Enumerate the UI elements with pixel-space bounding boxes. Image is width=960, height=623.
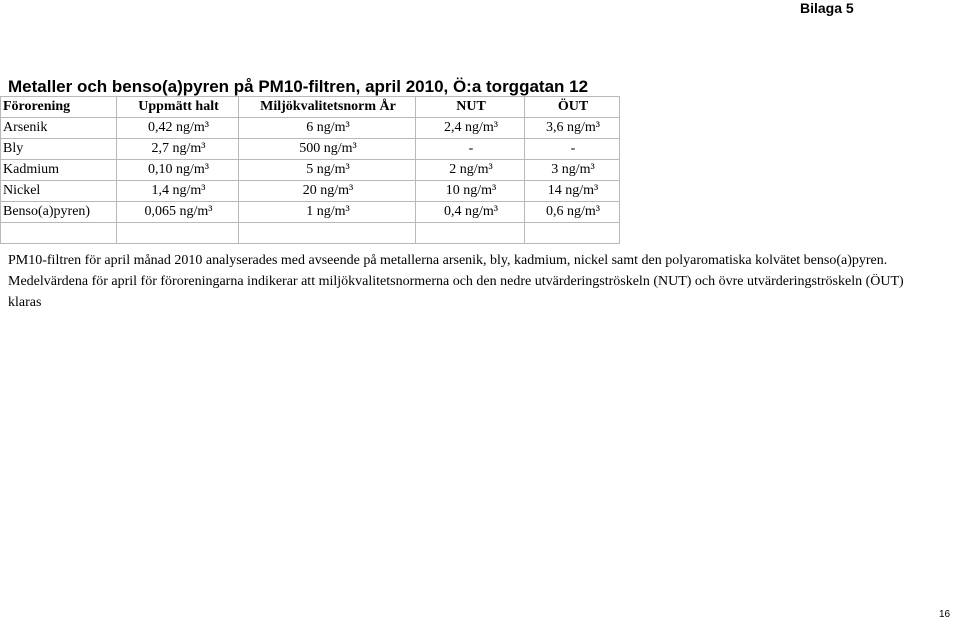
table-cell: 2,7 ng/m³ (117, 139, 239, 160)
table-cell: 2,4 ng/m³ (416, 118, 525, 139)
table-cell: Arsenik (1, 118, 117, 139)
table-cell: 0,065 ng/m³ (117, 202, 239, 223)
table-cell: 10 ng/m³ (416, 181, 525, 202)
page-title: Metaller och benso(a)pyren på PM10-filtren, april 2010, Ö:a torggatan 12 (8, 77, 589, 96)
table-cell: 1 ng/m³ (239, 202, 416, 223)
table-cell: 0,10 ng/m³ (117, 160, 239, 181)
table-cell: 500 ng/m³ (239, 139, 416, 160)
table-cell: Kadmium (1, 160, 117, 181)
table-cell (416, 223, 525, 244)
table-cell: 1,4 ng/m³ (117, 181, 239, 202)
table-cell: 3 ng/m³ (525, 160, 620, 181)
table-cell: Benso(a)pyren) (1, 202, 117, 223)
table-cell: Bly (1, 139, 117, 160)
pollutant-table (0, 96, 620, 244)
conclusion-paragraph-line-2: klaras (8, 295, 42, 310)
table-cell: 0,4 ng/m³ (416, 202, 525, 223)
table-row (1, 118, 620, 139)
table-row (1, 202, 620, 223)
table-cell (239, 223, 416, 244)
table-row (1, 139, 620, 160)
column-header-quality-standard: Miljökvalitetsnorm År (239, 97, 416, 118)
table-cell: 3,6 ng/m³ (525, 118, 620, 139)
table-header-row (1, 97, 620, 118)
column-header-measured: Uppmätt halt (117, 97, 239, 118)
table-cell: 2 ng/m³ (416, 160, 525, 181)
column-header-pollutant: Förorening (1, 97, 117, 118)
page-number: 16 (939, 609, 951, 620)
table-cell (525, 223, 620, 244)
table-cell: 6 ng/m³ (239, 118, 416, 139)
table-cell (117, 223, 239, 244)
table-cell: 14 ng/m³ (525, 181, 620, 202)
table-row-empty (1, 223, 620, 244)
analysis-paragraph: PM10-filtren för april månad 2010 analyserades med avseende på metallerna arsenik, bly, kadmium, nickel samt den polyaromatiska kolvätet benso(a)pyren. (8, 253, 888, 268)
table-cell: Nickel (1, 181, 117, 202)
table-cell: - (416, 139, 525, 160)
table-row (1, 160, 620, 181)
table-cell: 0,6 ng/m³ (525, 202, 620, 223)
table-cell: 0,42 ng/m³ (117, 118, 239, 139)
column-header-nut: NUT (416, 97, 525, 118)
column-header-out: ÖUT (525, 97, 620, 118)
table-cell: 20 ng/m³ (239, 181, 416, 202)
table-cell (1, 223, 117, 244)
appendix-label: Bilaga 5 (800, 0, 854, 16)
conclusion-paragraph-line-1: Medelvärdena för april för föroreningarna indikerar att miljökvalitetsnormerna och den nedre utvärderingströskeln (NUT) och övre utvärderingströskeln (ÖUT) (8, 274, 904, 289)
table-row (1, 181, 620, 202)
table-cell: 5 ng/m³ (239, 160, 416, 181)
table-cell: - (525, 139, 620, 160)
